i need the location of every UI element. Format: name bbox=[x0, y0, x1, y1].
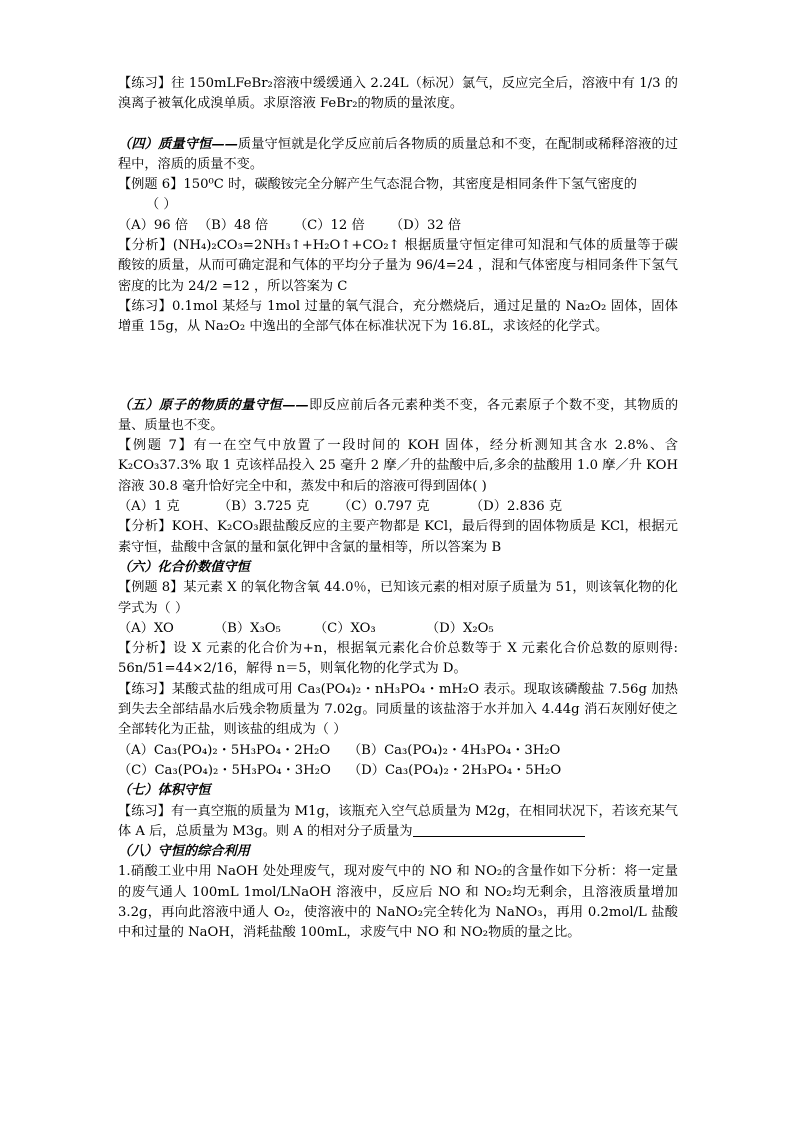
section-5-title: （五）原子的物质的量守恒—— bbox=[118, 397, 309, 413]
option: （A）Ca₃(PO₄)₂・5H₃PO₄・2H₂O bbox=[118, 742, 331, 758]
option: （D）Ca₃(PO₄)₂・2H₃PO₄・5H₂O bbox=[348, 762, 562, 778]
practice-options-row-2 bbox=[118, 761, 678, 781]
section-4 bbox=[118, 135, 678, 176]
option: （C）12 倍 bbox=[294, 217, 365, 233]
example-7-options bbox=[118, 497, 678, 517]
example-6-options bbox=[118, 216, 678, 236]
example-7-analysis: 【分析】KOH、K₂CO₃跟盐酸反应的主要产物都是 KCl，最后得到的固体物质是 KCl，根据元素守恒，盐酸中含氯的量和氯化钾中含氯的量相等，所以答案为 B bbox=[118, 519, 678, 555]
example-6-practice: 【练习】0.1mol 某烃与 1mol 过量的氧气混合，充分燃烧后，通过足量的 Na₂O₂ 固体，固体增重 15g，从 Na₂O₂ 中逸出的全部气体在标准状况下为 16.8L，求该烃的化学式。 bbox=[118, 298, 678, 335]
section-7-practice bbox=[118, 802, 678, 843]
option: （D）X₂O₅ bbox=[426, 620, 494, 636]
option: （B）3.725 克 bbox=[218, 499, 310, 515]
option: （B）48 倍 bbox=[198, 217, 269, 233]
practice-febr2: 【练习】往 150mLFeBr₂溶液中缓缓通入 2.24L（标况）氯气，反应完全后，溶液中有 1/3 的溴离子被氧化成溴单质。求原溶液 FeBr₂的物质的量浓度。 bbox=[118, 76, 678, 112]
example-8: 【例题 8】某元素 X 的氧化物含氧 44.0％，已知该元素的相对原子质量为 51，则该氧化物的化学式为（ ） bbox=[118, 580, 678, 616]
section-4-text: 质量守恒就是化学反应前后各物质的质量总和不变，在配制或稀释溶液的过程中，溶质的质量不变。 bbox=[118, 136, 679, 172]
option: （D）32 倍 bbox=[390, 217, 462, 233]
document-page bbox=[118, 74, 678, 944]
example-8-options bbox=[118, 619, 678, 639]
option: （B）Ca₃(PO₄)₂・4H₃PO₄・3H₂O bbox=[348, 742, 561, 758]
option: （C）XO₃ bbox=[314, 620, 376, 636]
option: （A）1 克 bbox=[118, 499, 180, 515]
example-7: 【例题 7】有一在空气中放置了一段时间的 KOH 固体，经分析测知其含水 2.8%、含 K₂CO₃37.3% 取 1 克该样品投入 25 毫升 2 摩／升的盐酸中后,多余的盐酸用 1.0 摩／升 KOH 溶液 30.8 毫升恰好完全中和，蒸发中和后的溶液可得到固体( ) bbox=[118, 438, 678, 494]
answer-blank bbox=[413, 822, 585, 837]
section-7-practice-text: 【练习】有一真空瓶的质量为 M1g，该瓶充入空气总质量为 M2g，在相同状况下，若该充某气体 A 后，总质量为 M3g。则 A 的相对分子质量为 bbox=[118, 803, 678, 839]
section-6-title: （六）化合价数值守恒 bbox=[118, 559, 250, 575]
section-7-title: （七）体积守恒 bbox=[118, 783, 211, 799]
example-6-paren: （ ） bbox=[146, 197, 177, 213]
section-5-text: 即反应前后各元素种类不变，各元素原子个数不变，其物质的量、质量也不变。 bbox=[118, 397, 679, 433]
option: （D）2.836 克 bbox=[470, 499, 563, 515]
option: （C）0.797 克 bbox=[338, 499, 430, 515]
example-6: 【例题 6】150⁰C 时，碳酸铵完全分解产生气态混合物，其密度是相同条件下氢气密度的 bbox=[118, 177, 637, 193]
example-8-analysis: 【分析】设 X 元素的化合价为+n，根据氧元素化合价总数等于 X 元素化合价总数的原则得: 56n/51=44×2/16，解得 n＝5，则氧化物的化学式为 D。 bbox=[118, 641, 678, 677]
example-8-practice: 【练习】某酸式盐的组成可用 Ca₃(PO₄)₂・nH₃PO₄・mH₂O 表示。现取该磷酸盐 7.56g 加热到失去全部结晶水后残余物质量为 7.02g。同质量的该盐溶于水并加入 4.44g 消石灰刚好使之全部转化为正盐，则该盐的组成为（ ） bbox=[118, 681, 678, 738]
section-8-title: （八）守恒的综合利用 bbox=[118, 844, 250, 860]
section-5 bbox=[118, 396, 678, 437]
section-8-question-1: 1.硝酸工业中用 NaOH 处处理废气，现对废气中的 NO 和 NO₂的含量作如下分析：将一定量的废气通人 100mL 1mol/LNaOH 溶液中，反应后 NO 和 NO₂均无剩余，且溶液质量增加 3.2g，再向此溶液中通人 O₂，使溶液中的 NaNO₂完全转化为 NaNO₃，再用 0.2mol/L 盐酸中和过量的 NaOH，消耗盐酸 100mL，求废气中 NO 和 NO₂物质的量之比。 bbox=[118, 864, 678, 941]
option: （A）96 倍 bbox=[118, 217, 189, 233]
section-4-title: （四）质量守恒—— bbox=[118, 136, 238, 152]
option: （B）X₃O₅ bbox=[214, 620, 281, 636]
practice-options-row-1 bbox=[118, 741, 678, 761]
option: （C）Ca₃(PO₄)₂・5H₃PO₄・3H₂O bbox=[118, 762, 331, 778]
example-6-analysis: 【分析】(NH₄)₂CO₃=2NH₃↑+H₂O↑+CO₂↑ 根据质量守恒定律可知混和气体的质量等于碳酸铵的质量，从而可确定混和气体的平均分子量为 96/4=24 ，混和气体密度与相同条件下氢气密度的比为 24/2 =12 ，所以答案为 C bbox=[118, 238, 678, 294]
option: （A）XO bbox=[118, 620, 174, 636]
